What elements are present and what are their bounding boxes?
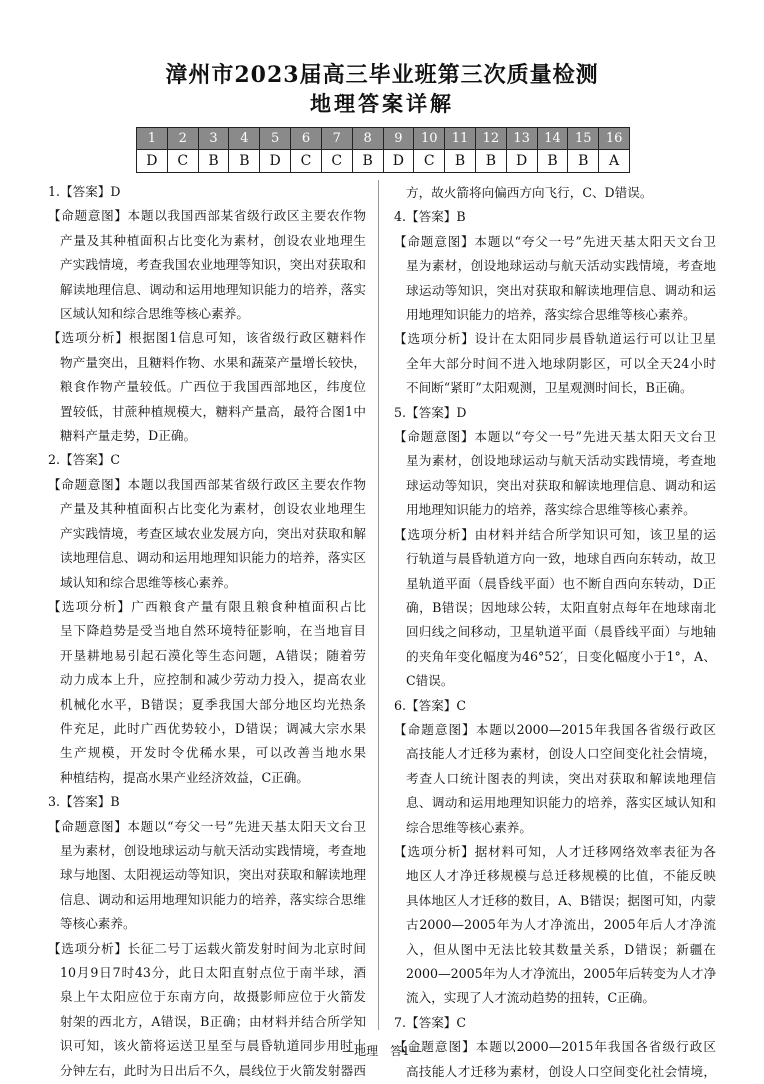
- text-line: 【选项分析】广西粮食产量有限且粮食种植面积占比: [48, 598, 366, 614]
- question-number-cell: 3: [198, 128, 229, 150]
- text-line: 产实践情境，考查区域农业发展方向，突出对获取和解: [60, 525, 366, 541]
- question-number-cell: 12: [475, 128, 506, 150]
- answer-cell: C: [291, 150, 322, 173]
- text-line: 古2000—2005年为人才净流出，2005年后人才净流: [406, 917, 716, 933]
- text-line: 射架的西北方，A错误，B正确；由材料并结合所学知: [60, 1013, 366, 1029]
- text-line: 【选项分析】据材料可知，人才迁移网络效率表征为各: [394, 843, 716, 859]
- answer-table: [136, 127, 630, 173]
- text-line: 信息、调动和运用地理知识能力的培养，落实综合思维: [60, 891, 366, 907]
- question-heading: 6.【答案】C: [394, 697, 467, 713]
- question-number-cell: 6: [291, 128, 322, 150]
- text-line: 全年大部分时间不进入地球阴影区，可以全天24小时: [406, 355, 716, 371]
- answer-cell: A: [599, 150, 630, 173]
- text-line: C错误。: [406, 673, 454, 689]
- text-line: 置较低，甘蔗种植规模大，糖料产量高，最符合图1中: [60, 403, 366, 419]
- question-number-cell: 13: [506, 128, 537, 150]
- question-number-cell: 5: [260, 128, 291, 150]
- answer-cell: D: [260, 150, 291, 173]
- question-number-cell: 4: [229, 128, 260, 150]
- question-heading: 4.【答案】B: [394, 209, 466, 225]
- text-line: 球与地图、太阳视运动等知识，突出对获取和解读地理: [60, 867, 366, 883]
- text-line: 【命题意图】本题以我国西部某省级行政区主要农作物: [48, 476, 366, 492]
- question-number-cell: 16: [599, 128, 630, 150]
- question-number-cell: 10: [414, 128, 445, 150]
- text-line: 【命题意图】本题以“夸父一号”先进天基太阳天文台卫: [48, 818, 366, 834]
- text-line: 【命题意图】本题以我国西部某省级行政区主要农作物: [48, 208, 366, 224]
- text-line: 【命题意图】本题以“夸父一号”先进天基太阳天文台卫: [394, 429, 716, 445]
- answer-cell: D: [506, 150, 537, 173]
- text-line: 10月9日7时43分，此日太阳直射点位于南半球，酒: [60, 965, 366, 980]
- text-line: 识可知，该火箭将运送卫星至与晨昏轨道同步用时十: [60, 1038, 366, 1054]
- text-line: 用地理知识能力的培养，落实综合思维等核心素养。: [406, 307, 696, 323]
- text-line: 呈下降趋势是受当地自然环境特征影响，在当地盲目: [60, 623, 366, 639]
- text-line: 生产规模，开发时令优稀水果，可以改善当地水果: [60, 745, 366, 761]
- answer-table-number-row: [137, 128, 630, 150]
- answer-table-answer-row: [137, 150, 630, 173]
- text-line: 【命题意图】本题以2000—2015年我国各省级行政区: [394, 1039, 716, 1055]
- answer-cell: B: [537, 150, 568, 173]
- text-line: 息、调动和运用地理知识能力的培养，落实区域认知和: [406, 795, 716, 811]
- text-line: 机械化水平，B错误；夏季我国大部分地区均光热条: [60, 696, 366, 712]
- question-number-cell: 2: [167, 128, 198, 150]
- text-line: 粮食作物产量较低。广西位于我国西部地区，纬度位: [60, 379, 366, 395]
- text-line: 方，故火箭将向偏西方向飞行，C、D错误。: [406, 185, 653, 200]
- question-number-cell: 1: [137, 128, 168, 150]
- text-line: 具体地区人才迁移的数目，A、B错误；据图可知，内蒙: [406, 892, 716, 908]
- text-line: 高技能人才迁移为素材，创设人口空间变化社会情境，: [406, 1063, 716, 1079]
- question-number-cell: 15: [568, 128, 599, 150]
- question-heading: 2.【答案】C: [48, 452, 121, 468]
- text-line: 【选项分析】长征二号丁运载火箭发射时间为北京时间: [48, 940, 366, 956]
- text-line: 种植结构，提高水果产业经济效益，C正确。: [60, 769, 309, 785]
- text-line: 入，但从图中无法比较其数量关系，D错误；新疆在: [406, 941, 716, 957]
- question-heading: 3.【答案】B: [48, 794, 120, 810]
- answer-cell: B: [352, 150, 383, 173]
- text-line: 动力成本上升，应控制和减少劳动力投入，提高农业: [60, 672, 366, 688]
- question-number-cell: 14: [537, 128, 568, 150]
- text-line: 行轨道与晨昏轨道方向一致，地球自西向东转动，故卫: [406, 551, 716, 567]
- answer-cell: B: [229, 150, 260, 173]
- text-line: 【选项分析】由材料并结合所学知识可知，该卫星的运: [394, 526, 716, 542]
- text-line: 域认知和综合思维等核心素养。: [60, 574, 237, 590]
- text-line: 【选项分析】设计在太阳同步晨昏轨道运行可以让卫星: [394, 331, 716, 347]
- text-line: 的夹角年变化幅度为46°52′，日变化幅度小于1°，A、: [406, 648, 716, 664]
- text-line: 星为素材，创设地球运动与航天活动实践情境，考查地: [60, 842, 366, 858]
- text-line: 泉上午太阳应位于东南方向，故摄影师应位于火箭发: [60, 989, 366, 1005]
- question-heading: 1.【答案】D: [48, 184, 121, 199]
- answer-cell: B: [568, 150, 599, 173]
- text-line: 综合思维等核心素养。: [406, 819, 532, 835]
- text-line: 件充足，此时广西优势较小，D错误；调减大宗水果: [60, 720, 366, 736]
- text-line: 区域认知和综合思维等核心素养。: [60, 306, 249, 322]
- text-line: 【命题意图】本题以“夸父一号”先进天基太阳天文台卫: [394, 233, 716, 249]
- text-line: 产量及其种植面积占比变化为素材，创设农业地理生: [60, 501, 366, 517]
- right-column: [394, 181, 716, 1084]
- question-number-cell: 11: [445, 128, 476, 150]
- text-line: 物产量突出，且糖料作物、水果和蔬菜产量增长较快，: [60, 354, 366, 370]
- text-line: 读地理信息、调动和运用地理知识能力的培养，落实区: [60, 550, 366, 566]
- text-line: 地区人才净迁移规模与总迁移规模的比值，不能反映: [406, 868, 716, 884]
- answer-cell: C: [167, 150, 198, 173]
- question-number-cell: 9: [383, 128, 414, 150]
- answer-cell: C: [414, 150, 445, 173]
- column-divider: [378, 180, 379, 1030]
- text-line: 星轨道平面（晨昏线平面）也不断自西向东转动，D正: [406, 575, 716, 591]
- question-number-cell: 7: [321, 128, 352, 150]
- text-line: 2000—2005年为人才净流出，2005年后转变为人才净: [406, 966, 716, 981]
- page-footer: —地理 答1—: [342, 1044, 422, 1058]
- text-line: 高技能人才迁移为素材，创设人口空间变化社会情境，: [406, 746, 716, 762]
- answer-cell: B: [475, 150, 506, 173]
- text-line: 球运动等知识，突出对获取和解读地理信息、调动和运: [406, 282, 716, 298]
- text-line: 用地理知识能力的培养，落实综合思维等核心素养。: [406, 502, 696, 518]
- answer-cell: B: [198, 150, 229, 173]
- text-line: 【选项分析】根据图1信息可知，该省级行政区糖料作: [48, 330, 366, 346]
- answer-cell: D: [137, 150, 168, 173]
- text-line: 不间断“紧盯”太阳观测，卫星观测时间长，B正确。: [406, 380, 693, 396]
- text-line: 产量及其种植面积占比变化为素材，创设农业地理生: [60, 232, 366, 248]
- text-line: 开垦耕地易引起石漠化等生态问题，A错误；随着劳: [60, 647, 366, 663]
- text-line: 【命题意图】本题以2000—2015年我国各省级行政区: [394, 721, 716, 737]
- text-line: 等核心素养。: [60, 916, 136, 932]
- answer-cell: D: [383, 150, 414, 173]
- text-line: 球运动等知识，突出对获取和解读地理信息、调动和运: [406, 477, 716, 493]
- answer-cell: C: [321, 150, 352, 173]
- document-title: 漳州市2023届高三毕业班第三次质量检测: [165, 62, 599, 88]
- text-line: 星为素材，创设地球运动与航天活动实践情境，考查地: [406, 258, 716, 274]
- question-number-cell: 8: [352, 128, 383, 150]
- text-line: 星为素材，创设地球运动与航天活动实践情境，考查地: [406, 453, 716, 469]
- text-line: 回归线之间移动，卫星轨道平面（晨昏线平面）与地轴: [406, 624, 716, 640]
- text-line: 分钟左右，此时为日出后不久，晨线位于火箭发射器西: [60, 1062, 366, 1078]
- text-line: 糖料产量走势，D正确。: [60, 428, 197, 444]
- text-line: 考查人口统计图表的判读，突出对获取和解读地理信: [406, 770, 716, 786]
- text-line: 解读地理信息、调动和运用地理知识能力的培养，落实: [60, 281, 366, 297]
- question-heading: 7.【答案】C: [394, 1014, 467, 1030]
- answer-cell: B: [445, 150, 476, 173]
- question-heading: 5.【答案】D: [394, 404, 467, 420]
- left-column: [48, 180, 366, 1083]
- document-subtitle: 地理答案详解: [310, 91, 454, 116]
- text-line: 产实践情境，考查我国农业地理等知识，突出对获取和: [60, 257, 366, 273]
- text-line: 流入，实现了人才流动趋势的扭转，C正确。: [406, 990, 655, 1006]
- text-line: 确，B错误；因地球公转，太阳直射点每年在地球南北: [406, 599, 716, 615]
